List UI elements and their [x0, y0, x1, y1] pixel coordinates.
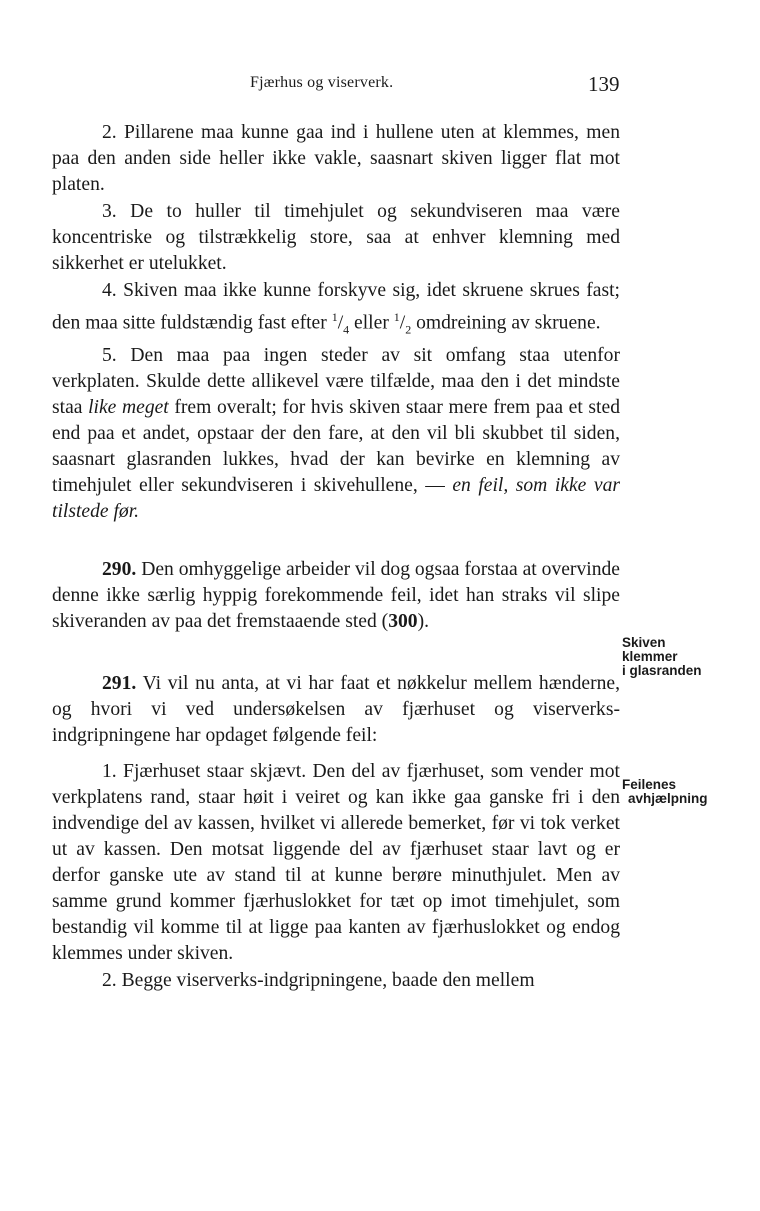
cross-reference: 300	[388, 611, 418, 633]
section-number: 291.	[102, 673, 137, 695]
main-text	[52, 120, 620, 994]
section-291: 291. Vi vil nu anta, at vi har faat et nøkkelur mellem hænderne, og hvori vi ved undersøkelsen av fjærhuset og viserverks-indgripningene har opdaget følgende feil:	[52, 673, 620, 747]
paragraph: 3. De to huller til timehjulet og sekundviseren maa være koncentriske og tilstrækkelig store, saa at enhver klemning med sikkerhet er utelukket.	[52, 201, 620, 274]
paragraph: 1. Fjærhuset staar skjævt. Den del av fjærhuset, som vender mot verkplatens rand, staar høit i veiret og kan ikke gaa ganske fri i den indvendige del av kassen, hvilket vi allerede bemerket, før vi tok verket ut av kassen. Den motsat liggende del av fjærhuset staar lavt og er derfor ganske ute av stand til at kunne berøre minuthjulet. Men av samme grund kommer fjærhuslokket for tæt op imot timehjulet, som bestandig vil komme til at ligge paa kanten av fjærhuslokket og endog klemmes under skiven.	[52, 761, 620, 965]
paragraph: 5. Den maa paa ingen steder av sit omfang staa utenfor verkplaten. Skulde dette allikevel være tilfælde, maa den i det mindste staa like meget frem overalt; for hvis skiven staar mere frem paa et sted end paa et andet, opstaar der den fare, at den vil bli skubbet til siden, saasnart glasranden lukkes, hvad der kan bevirke en klemning av timehjulet eller sekundviseren i skivehullene, — en feil, som ikke var tilstede før.	[52, 345, 620, 523]
paragraph: 4. Skiven maa ikke kunne forskyve sig, idet skruene skrues fast; den maa sitte fuldstændig fast efter $^1/_4$ eller $^1/_2$ omdreining av skruene.	[52, 280, 620, 337]
section-number: 290.	[102, 559, 137, 581]
margin-note-290: Skiven klemmer i glasranden	[622, 635, 702, 678]
section-290: 290. Den omhyggelige arbeider vil dog ogsaa forstaa at overvinde denne ikke særlig hyppig forekommende feil, idet han straks vil slipe skiveranden av paa det fremstaaende sted (300).	[52, 559, 620, 633]
paragraph: 2. Pillarene maa kunne gaa ind i hullene uten at klemmes, men paa den anden side heller ikke vakle, saasnart skiven ligger flat mot platen.	[52, 122, 620, 195]
paragraph: 2. Begge viserverks-indgripningene, baade den mellem	[102, 970, 535, 992]
page-number: 139	[588, 72, 620, 96]
running-head: Fjærhus og viserverk.	[250, 74, 394, 91]
margin-note-291: Feilenes avhjælpning	[622, 777, 708, 806]
